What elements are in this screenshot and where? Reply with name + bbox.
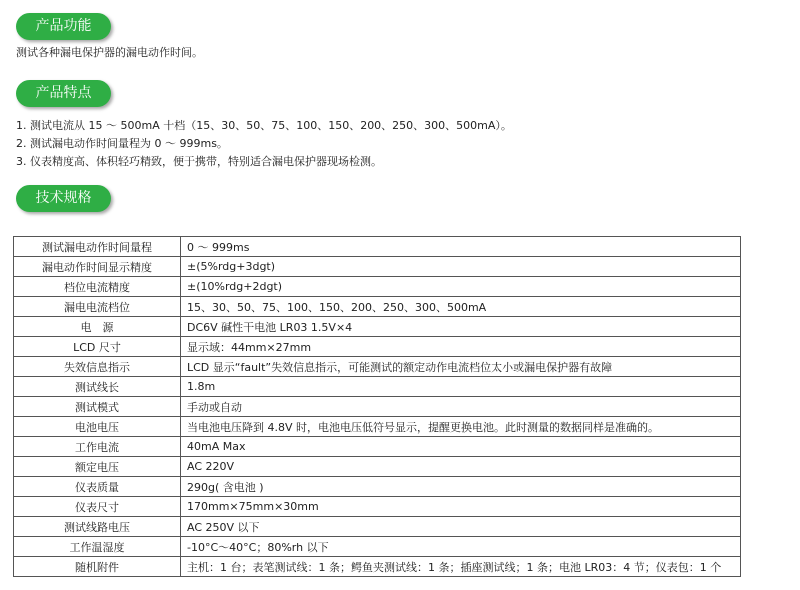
spec-label: 档位电流精度 bbox=[14, 277, 181, 297]
spec-label: 额定电压 bbox=[14, 457, 181, 477]
spec-value: 40mA Max bbox=[181, 437, 741, 457]
spec-table bbox=[13, 236, 741, 577]
spec-label: 漏电电流档位 bbox=[14, 297, 181, 317]
spec-value: 显示域：44mm×27mm bbox=[181, 337, 741, 357]
spec-label: LCD 尺寸 bbox=[14, 337, 181, 357]
spec-value: DC6V 碱性干电池 LR03 1.5V×4 bbox=[181, 317, 741, 337]
spec-label: 随机附件 bbox=[14, 557, 181, 577]
spec-value: 手动或自动 bbox=[181, 397, 741, 417]
spec-row bbox=[14, 357, 741, 377]
spec-row bbox=[14, 517, 741, 537]
spec-label: 测试模式 bbox=[14, 397, 181, 417]
spec-row bbox=[14, 277, 741, 297]
spec-row bbox=[14, 437, 741, 457]
spec-value: 170mm×75mm×30mm bbox=[181, 497, 741, 517]
spec-value: ±(10%rdg+2dgt) bbox=[181, 277, 741, 297]
function-description: 测试各种漏电保护器的漏电动作时间。 bbox=[16, 46, 203, 59]
spec-label: 工作电流 bbox=[14, 437, 181, 457]
spec-row bbox=[14, 537, 741, 557]
spec-value: 1.8m bbox=[181, 377, 741, 397]
spec-label: 漏电动作时间显示精度 bbox=[14, 257, 181, 277]
spec-row bbox=[14, 457, 741, 477]
feature-item-3: 3. 仪表精度高、体积轻巧精致，便于携带，特别适合漏电保护器现场检测。 bbox=[16, 155, 382, 168]
spec-row bbox=[14, 477, 741, 497]
section-title-function: 产品功能 bbox=[16, 13, 111, 40]
section-title-features: 产品特点 bbox=[16, 80, 111, 107]
spec-value: ±(5%rdg+3dgt) bbox=[181, 257, 741, 277]
spec-label: 测试线长 bbox=[14, 377, 181, 397]
spec-row bbox=[14, 417, 741, 437]
spec-label: 电 源 bbox=[14, 317, 181, 337]
spec-value: 当电池电压降到 4.8V 时，电池电压低符号显示，提醒更换电池。此时测量的数据同样是准确的。 bbox=[181, 417, 741, 437]
spec-value: AC 220V bbox=[181, 457, 741, 477]
section-title-specs: 技术规格 bbox=[16, 185, 111, 212]
spec-row bbox=[14, 297, 741, 317]
spec-value: 0 ～ 999ms bbox=[181, 237, 741, 257]
spec-label: 仪表质量 bbox=[14, 477, 181, 497]
spec-value: 主机：1 台；表笔测试线：1 条；鳄鱼夹测试线：1 条；插座测试线；1 条；电池 LR03：4 节；仪表包：1 个 bbox=[181, 557, 741, 577]
spec-row bbox=[14, 237, 741, 257]
spec-value: 290g( 含电池 ) bbox=[181, 477, 741, 497]
spec-label: 测试线路电压 bbox=[14, 517, 181, 537]
spec-label: 电池电压 bbox=[14, 417, 181, 437]
spec-value: -10°C～40°C；80%rh 以下 bbox=[181, 537, 741, 557]
spec-label: 仪表尺寸 bbox=[14, 497, 181, 517]
spec-value: AC 250V 以下 bbox=[181, 517, 741, 537]
spec-table-body bbox=[14, 237, 741, 577]
spec-label: 工作温湿度 bbox=[14, 537, 181, 557]
spec-value: 15、30、50、75、100、150、200、250、300、500mA bbox=[181, 297, 741, 317]
spec-label: 测试漏电动作时间量程 bbox=[14, 237, 181, 257]
spec-row bbox=[14, 317, 741, 337]
spec-row bbox=[14, 557, 741, 577]
spec-row bbox=[14, 397, 741, 417]
spec-row bbox=[14, 377, 741, 397]
spec-row bbox=[14, 257, 741, 277]
spec-row bbox=[14, 497, 741, 517]
spec-label: 失效信息指示 bbox=[14, 357, 181, 377]
feature-item-1: 1. 测试电流从 15 ～ 500mA 十档（15、30、50、75、100、150、200、250、300、500mA）。 bbox=[16, 119, 512, 132]
spec-row bbox=[14, 337, 741, 357]
spec-value: LCD 显示“fault”失效信息指示，可能测试的额定动作电流档位太小或漏电保护器有故障 bbox=[181, 357, 741, 377]
feature-item-2: 2. 测试漏电动作时间量程为 0 ～ 999ms。 bbox=[16, 137, 228, 150]
